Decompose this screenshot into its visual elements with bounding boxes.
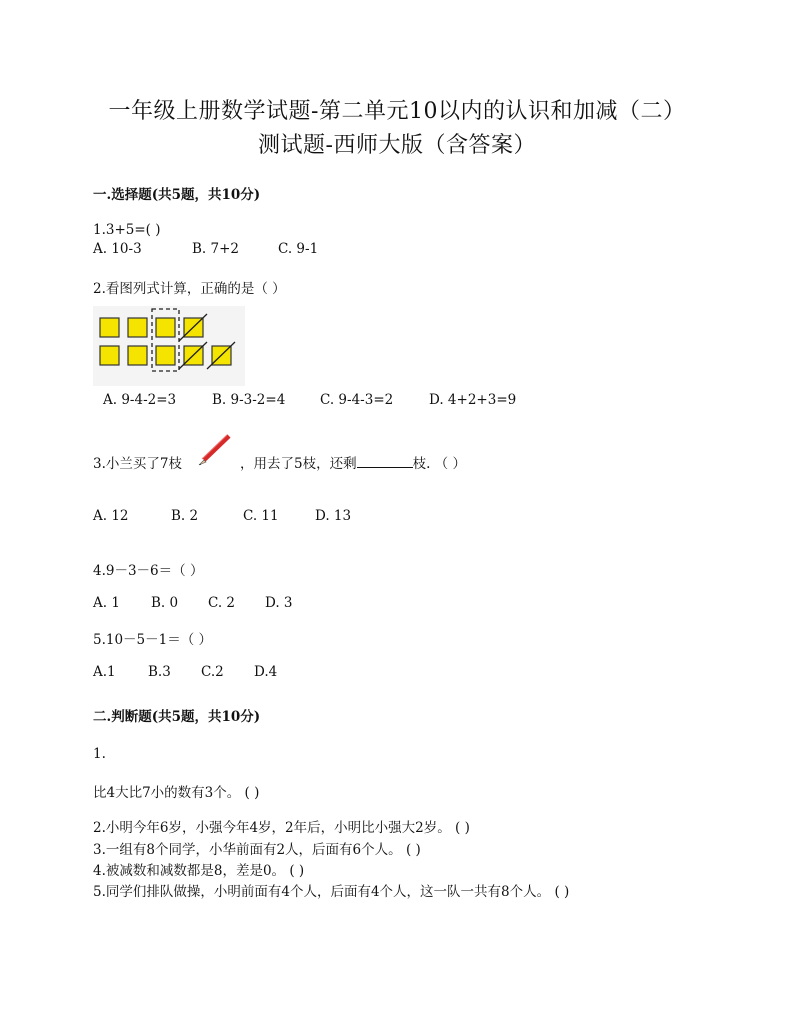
q3-stem-after-text: ，用去了5枝，还剩 bbox=[240, 456, 357, 472]
q5-stem: 5.10－5－1＝（ ） bbox=[93, 632, 213, 648]
square bbox=[100, 318, 119, 337]
q5-option-b: B.3 bbox=[148, 664, 171, 680]
square bbox=[156, 318, 175, 337]
q4-option-a: A. 1 bbox=[93, 595, 120, 611]
q3-option-c: C. 11 bbox=[243, 508, 279, 524]
page-title-line1: 一年级上册数学试题-第二单元10以内的认识和加减（二） bbox=[108, 99, 686, 124]
q5-option-a: A.1 bbox=[93, 664, 116, 680]
tf-q1-number: 1. bbox=[93, 746, 106, 762]
tf-q1-text: 比4大比7小的数有3个。 ( ) bbox=[93, 785, 260, 801]
section1-heading: 一.选择题(共5题，共10分) bbox=[93, 187, 261, 203]
q2-option-d: D. 4+2+3=9 bbox=[429, 392, 517, 408]
q3-option-d: D. 13 bbox=[315, 508, 352, 524]
q4-stem: 4.9－3－6＝（ ） bbox=[93, 563, 204, 579]
q3-stem-before: 3.小兰买了7枝 bbox=[93, 456, 182, 472]
q4-option-b: B. 0 bbox=[151, 595, 179, 611]
q2-stem: 2.看图列式计算，正确的是（ ） bbox=[93, 281, 286, 297]
q2-option-c: C. 9-4-3=2 bbox=[320, 392, 394, 408]
square bbox=[100, 346, 119, 365]
q3-option-a: A. 12 bbox=[93, 508, 129, 524]
q5-option-d: D.4 bbox=[254, 664, 278, 680]
q4-option-d: D. 3 bbox=[265, 595, 293, 611]
q3-stem-end: 枝. （ ） bbox=[412, 456, 466, 472]
pencil-icon bbox=[196, 432, 234, 468]
q2-option-a: A. 9-4-2=3 bbox=[103, 392, 177, 408]
tf-q4: 4.被减数和减数都是8，差是0。 ( ) bbox=[93, 863, 305, 879]
q3-stem-after bbox=[240, 452, 466, 472]
q2-option-b: B. 9-3-2=4 bbox=[212, 392, 286, 408]
tf-q5: 5.同学们排队做操，小明前面有4个人，后面有4个人，这一队一共有8个人。 ( ) bbox=[93, 884, 570, 900]
tf-q2: 2.小明今年6岁，小强今年4岁，2年后，小明比小强大2岁。 ( ) bbox=[93, 820, 470, 836]
tf-q3: 3.一组有8个同学，小华前面有2人，后面有6个人。 ( ) bbox=[93, 842, 421, 858]
square bbox=[128, 346, 147, 365]
q1-option-b: B. 7+2 bbox=[192, 241, 239, 257]
q2-figure bbox=[93, 306, 245, 386]
squares-diagram bbox=[93, 306, 245, 386]
q5-option-c: C.2 bbox=[201, 664, 224, 680]
square bbox=[128, 318, 147, 337]
square bbox=[156, 346, 175, 365]
q1-option-a: A. 10-3 bbox=[93, 241, 142, 257]
q1-stem: 1.3+5=( ) bbox=[93, 222, 161, 238]
q4-option-c: C. 2 bbox=[208, 595, 236, 611]
section2-heading: 二.判断题(共5题，共10分) bbox=[93, 709, 261, 725]
q3-answer-blank bbox=[357, 455, 413, 468]
page-title-line2: 测试题-西师大版（含答案） bbox=[258, 133, 536, 158]
q3-option-b: B. 2 bbox=[171, 508, 199, 524]
q1-option-c: C. 9-1 bbox=[278, 241, 319, 257]
